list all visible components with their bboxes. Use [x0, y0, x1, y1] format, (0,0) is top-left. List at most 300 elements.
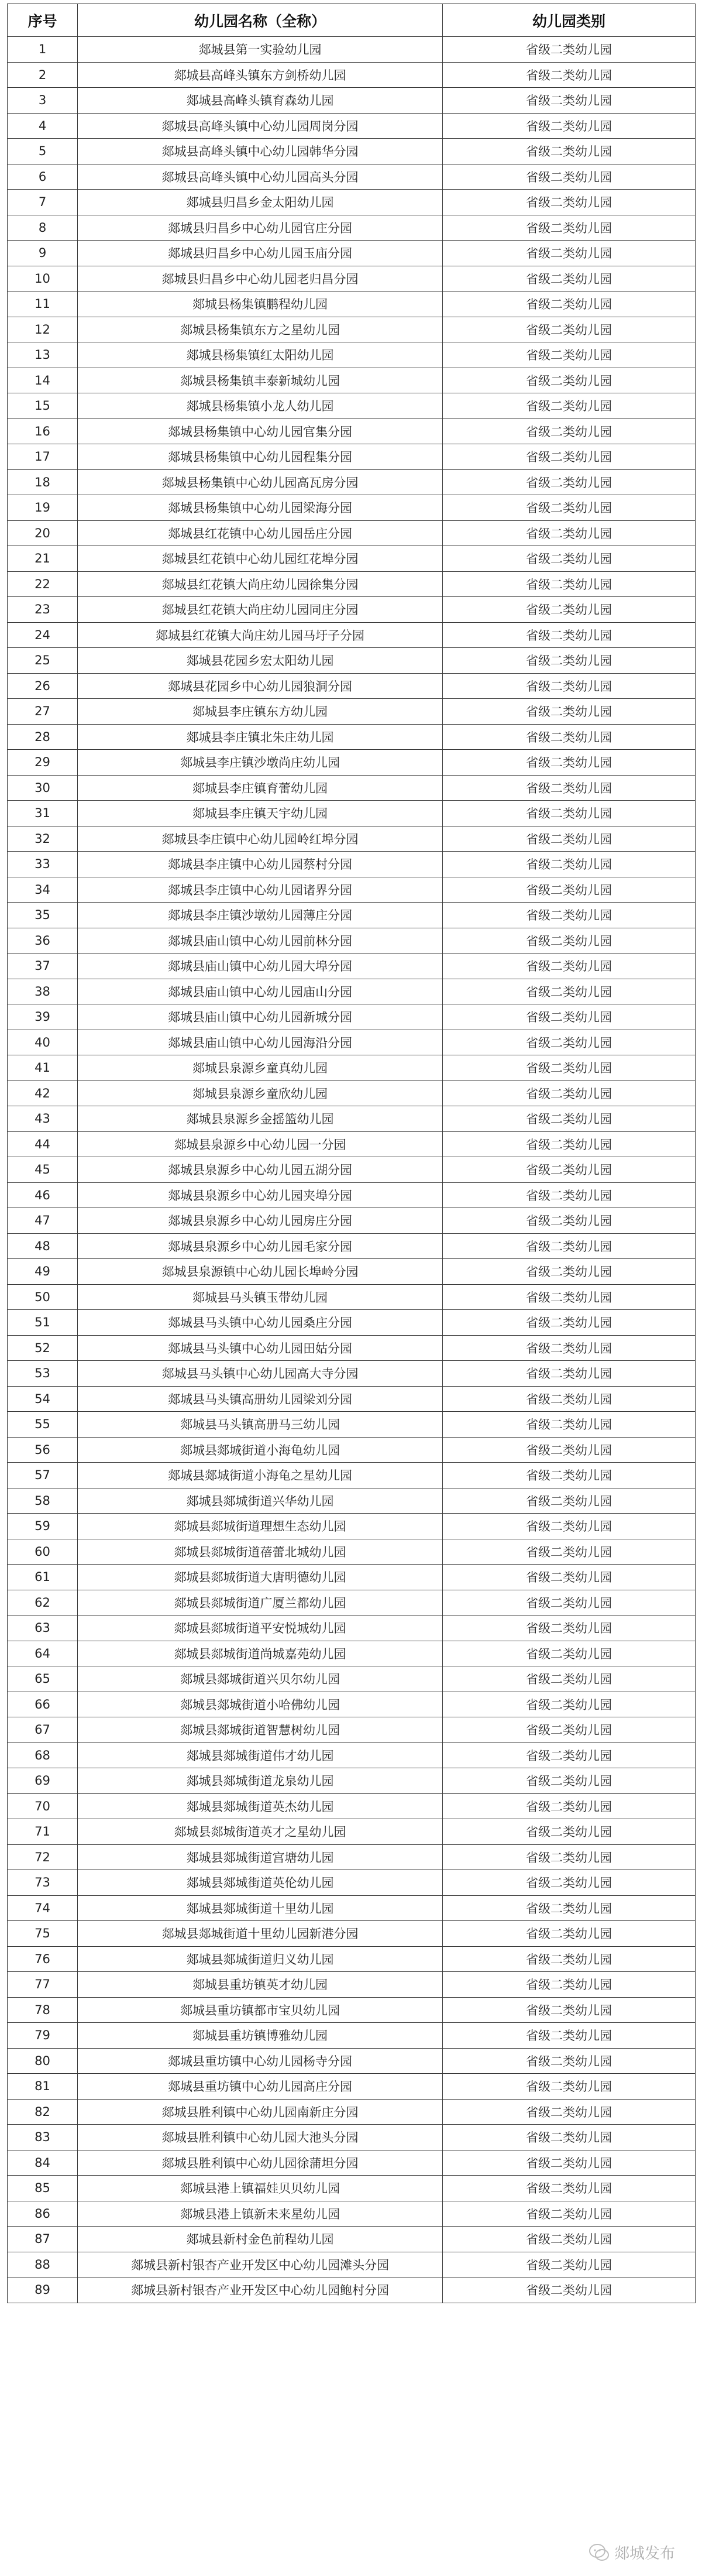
- table-row: [8, 520, 696, 546]
- table-row: [8, 88, 696, 114]
- cell-category: 省级二类幼儿园: [443, 1793, 696, 1819]
- cell-index: 60: [8, 1539, 78, 1565]
- table-row: [8, 622, 696, 648]
- cell-index: 24: [8, 622, 78, 648]
- cell-kindergarten-name: 郯城县郯城街道小海龟之星幼儿园: [78, 1463, 443, 1488]
- table-row: [8, 1743, 696, 1768]
- table-row: [8, 648, 696, 674]
- cell-index: 5: [8, 139, 78, 164]
- cell-category: 省级二类幼儿园: [443, 1844, 696, 1870]
- cell-index: 15: [8, 393, 78, 419]
- cell-kindergarten-name: 郯城县马头镇高册马三幼儿园: [78, 1412, 443, 1438]
- cell-kindergarten-name: 郯城县郯城街道宫塘幼儿园: [78, 1844, 443, 1870]
- cell-kindergarten-name: 郯城县归昌乡中心幼儿园老归昌分园: [78, 266, 443, 291]
- table-row: [8, 597, 696, 623]
- cell-index: 42: [8, 1081, 78, 1106]
- cell-kindergarten-name: 郯城县郯城街道英才之星幼儿园: [78, 1819, 443, 1845]
- cell-kindergarten-name: 郯城县胜利镇中心幼儿园南新庄分园: [78, 2099, 443, 2125]
- cell-kindergarten-name: 郯城县杨集镇中心幼儿园官集分园: [78, 419, 443, 444]
- table-row: [8, 2277, 696, 2303]
- cell-category: 省级二类幼儿园: [443, 1463, 696, 1488]
- table-row: [8, 801, 696, 826]
- cell-kindergarten-name: 郯城县重坊镇博雅幼儿园: [78, 2023, 443, 2049]
- cell-kindergarten-name: 郯城县归昌乡金太阳幼儿园: [78, 190, 443, 215]
- cell-category: 省级二类幼儿园: [443, 597, 696, 623]
- cell-index: 83: [8, 2125, 78, 2150]
- cell-index: 32: [8, 826, 78, 852]
- cell-kindergarten-name: 郯城县郯城街道蓓蕾北城幼儿园: [78, 1539, 443, 1565]
- cell-category: 省级二类幼儿园: [443, 546, 696, 572]
- cell-index: 56: [8, 1437, 78, 1463]
- table-row: [8, 2201, 696, 2227]
- cell-category: 省级二类幼儿园: [443, 673, 696, 699]
- cell-kindergarten-name: 郯城县杨集镇小龙人幼儿园: [78, 393, 443, 419]
- cell-index: 59: [8, 1514, 78, 1539]
- cell-category: 省级二类幼儿园: [443, 1208, 696, 1234]
- cell-category: 省级二类幼儿园: [443, 1106, 696, 1132]
- table-row: [8, 1921, 696, 1947]
- cell-category: 省级二类幼儿园: [443, 164, 696, 190]
- cell-kindergarten-name: 郯城县泉源乡童欣幼儿园: [78, 1081, 443, 1106]
- cell-kindergarten-name: 郯城县庙山镇中心幼儿园庙山分园: [78, 979, 443, 1004]
- cell-kindergarten-name: 郯城县李庄镇天宇幼儿园: [78, 801, 443, 826]
- table-row: [8, 139, 696, 164]
- table-row: [8, 495, 696, 521]
- wechat-bubble-icon: [589, 2542, 610, 2563]
- cell-index: 75: [8, 1921, 78, 1947]
- cell-index: 79: [8, 2023, 78, 2049]
- cell-kindergarten-name: 郯城县新村银杏产业开发区中心幼儿园鲍村分园: [78, 2277, 443, 2303]
- cell-index: 7: [8, 190, 78, 215]
- cell-category: 省级二类幼儿园: [443, 1666, 696, 1692]
- table-row: [8, 1819, 696, 1845]
- table-row: [8, 1615, 696, 1641]
- cell-index: 13: [8, 342, 78, 368]
- cell-kindergarten-name: 郯城县泉源乡童真幼儿园: [78, 1055, 443, 1081]
- cell-kindergarten-name: 郯城县泉源乡中心幼儿园夹埠分园: [78, 1182, 443, 1208]
- cell-index: 36: [8, 928, 78, 953]
- cell-category: 省级二类幼儿园: [443, 1539, 696, 1565]
- cell-kindergarten-name: 郯城县郯城街道兴贝尔幼儿园: [78, 1666, 443, 1692]
- cell-category: 省级二类幼儿园: [443, 1055, 696, 1081]
- cell-index: 31: [8, 801, 78, 826]
- cell-index: 19: [8, 495, 78, 521]
- table-row: [8, 2150, 696, 2176]
- cell-index: 48: [8, 1233, 78, 1259]
- table-row: [8, 852, 696, 877]
- cell-category: 省级二类幼儿园: [443, 1310, 696, 1336]
- cell-category: 省级二类幼儿园: [443, 368, 696, 393]
- table-row: [8, 1539, 696, 1565]
- cell-index: 8: [8, 215, 78, 241]
- cell-kindergarten-name: 郯城县重坊镇中心幼儿园杨寺分园: [78, 2048, 443, 2074]
- cell-kindergarten-name: 郯城县第一实验幼儿园: [78, 37, 443, 63]
- watermark: [589, 2541, 675, 2563]
- table-row: [8, 1590, 696, 1615]
- cell-index: 41: [8, 1055, 78, 1081]
- cell-index: 63: [8, 1615, 78, 1641]
- cell-kindergarten-name: 郯城县马头镇中心幼儿园田姑分园: [78, 1335, 443, 1361]
- table-row: [8, 1157, 696, 1183]
- cell-kindergarten-name: 郯城县郯城街道智慧树幼儿园: [78, 1717, 443, 1743]
- cell-category: 省级二类幼儿园: [443, 1743, 696, 1768]
- cell-kindergarten-name: 郯城县红花镇大尚庄幼儿园马圩子分园: [78, 622, 443, 648]
- cell-category: 省级二类幼儿园: [443, 1997, 696, 2023]
- table-row: [8, 2227, 696, 2252]
- cell-kindergarten-name: 郯城县庙山镇中心幼儿园大埠分园: [78, 953, 443, 979]
- table-row: [8, 724, 696, 750]
- cell-index: 2: [8, 62, 78, 88]
- cell-index: 16: [8, 419, 78, 444]
- cell-kindergarten-name: 郯城县李庄镇中心幼儿园岭红埠分园: [78, 826, 443, 852]
- table-row: [8, 1717, 696, 1743]
- table-row: [8, 750, 696, 776]
- cell-kindergarten-name: 郯城县胜利镇中心幼儿园徐蒲坦分园: [78, 2150, 443, 2176]
- cell-index: 81: [8, 2074, 78, 2100]
- cell-kindergarten-name: 郯城县李庄镇中心幼儿园诸界分园: [78, 877, 443, 903]
- cell-category: 省级二类幼儿园: [443, 622, 696, 648]
- cell-category: 省级二类幼儿园: [443, 1004, 696, 1030]
- cell-kindergarten-name: 郯城县李庄镇沙墩尚庄幼儿园: [78, 750, 443, 776]
- table-row: [8, 1666, 696, 1692]
- header-name: 幼儿园名称（全称）: [78, 4, 443, 37]
- cell-category: 省级二类幼儿园: [443, 241, 696, 266]
- cell-category: 省级二类幼儿园: [443, 1233, 696, 1259]
- table-row: [8, 1055, 696, 1081]
- table-row: [8, 291, 696, 317]
- cell-category: 省级二类幼儿园: [443, 2227, 696, 2252]
- table-row: [8, 393, 696, 419]
- table-row: [8, 1284, 696, 1310]
- cell-index: 89: [8, 2277, 78, 2303]
- cell-category: 省级二类幼儿园: [443, 520, 696, 546]
- cell-index: 51: [8, 1310, 78, 1336]
- table-row: [8, 1004, 696, 1030]
- table-row: [8, 775, 696, 801]
- cell-category: 省级二类幼儿园: [443, 1895, 696, 1921]
- cell-category: 省级二类幼儿园: [443, 266, 696, 291]
- cell-index: 74: [8, 1895, 78, 1921]
- cell-index: 78: [8, 1997, 78, 2023]
- cell-index: 17: [8, 444, 78, 470]
- table-row: [8, 1208, 696, 1234]
- table-row: [8, 1972, 696, 1998]
- cell-category: 省级二类幼儿园: [443, 2125, 696, 2150]
- cell-kindergarten-name: 郯城县新村金色前程幼儿园: [78, 2227, 443, 2252]
- table-row: [8, 673, 696, 699]
- cell-kindergarten-name: 郯城县红花镇中心幼儿园岳庄分园: [78, 520, 443, 546]
- table-row: [8, 266, 696, 291]
- cell-index: 43: [8, 1106, 78, 1132]
- cell-category: 省级二类幼儿园: [443, 1488, 696, 1514]
- cell-kindergarten-name: 郯城县港上镇福娃贝贝幼儿园: [78, 2176, 443, 2201]
- cell-index: 33: [8, 852, 78, 877]
- cell-category: 省级二类幼儿园: [443, 62, 696, 88]
- cell-index: 71: [8, 1819, 78, 1845]
- table-row: [8, 1463, 696, 1488]
- table-row: [8, 1437, 696, 1463]
- table-row: [8, 2176, 696, 2201]
- table-body: [8, 37, 696, 2303]
- cell-kindergarten-name: 郯城县重坊镇英才幼儿园: [78, 1972, 443, 1998]
- cell-category: 省级二类幼儿园: [443, 393, 696, 419]
- table-row: [8, 1997, 696, 2023]
- cell-kindergarten-name: 郯城县郯城街道十里幼儿园新港分园: [78, 1921, 443, 1947]
- cell-category: 省级二类幼儿园: [443, 1692, 696, 1717]
- table-row: [8, 62, 696, 88]
- cell-category: 省级二类幼儿园: [443, 1615, 696, 1641]
- cell-kindergarten-name: 郯城县庙山镇中心幼儿园前林分园: [78, 928, 443, 953]
- table-row: [8, 1844, 696, 1870]
- cell-index: 72: [8, 1844, 78, 1870]
- table-row: [8, 1361, 696, 1387]
- cell-index: 1: [8, 37, 78, 63]
- cell-category: 省级二类幼儿园: [443, 2201, 696, 2227]
- cell-kindergarten-name: 郯城县高峰头镇中心幼儿园周岗分园: [78, 113, 443, 139]
- cell-category: 省级二类幼儿园: [443, 1157, 696, 1183]
- cell-index: 18: [8, 469, 78, 495]
- cell-index: 21: [8, 546, 78, 572]
- cell-index: 58: [8, 1488, 78, 1514]
- cell-category: 省级二类幼儿园: [443, 1284, 696, 1310]
- cell-category: 省级二类幼儿园: [443, 444, 696, 470]
- table-row: [8, 2048, 696, 2074]
- table-row: [8, 164, 696, 190]
- cell-kindergarten-name: 郯城县杨集镇东方之星幼儿园: [78, 317, 443, 342]
- table-row: [8, 241, 696, 266]
- cell-index: 38: [8, 979, 78, 1004]
- table-row: [8, 1692, 696, 1717]
- table-row: [8, 1895, 696, 1921]
- cell-index: 28: [8, 724, 78, 750]
- table-row: [8, 113, 696, 139]
- cell-kindergarten-name: 郯城县郯城街道小哈佛幼儿园: [78, 1692, 443, 1717]
- cell-kindergarten-name: 郯城县泉源乡金摇篮幼儿园: [78, 1106, 443, 1132]
- cell-index: 61: [8, 1565, 78, 1590]
- cell-kindergarten-name: 郯城县杨集镇红太阳幼儿园: [78, 342, 443, 368]
- cell-kindergarten-name: 郯城县杨集镇中心幼儿园程集分园: [78, 444, 443, 470]
- cell-index: 55: [8, 1412, 78, 1438]
- cell-category: 省级二类幼儿园: [443, 37, 696, 63]
- cell-kindergarten-name: 郯城县红花镇大尚庄幼儿园徐集分园: [78, 571, 443, 597]
- cell-category: 省级二类幼儿园: [443, 648, 696, 674]
- cell-index: 40: [8, 1030, 78, 1055]
- cell-category: 省级二类幼儿园: [443, 342, 696, 368]
- cell-kindergarten-name: 郯城县马头镇中心幼儿园桑庄分园: [78, 1310, 443, 1336]
- cell-index: 50: [8, 1284, 78, 1310]
- table-row: [8, 979, 696, 1004]
- table-row: [8, 1131, 696, 1157]
- cell-category: 省级二类幼儿园: [443, 215, 696, 241]
- cell-kindergarten-name: 郯城县郯城街道大唐明德幼儿园: [78, 1565, 443, 1590]
- table-row: [8, 444, 696, 470]
- cell-index: 22: [8, 571, 78, 597]
- cell-category: 省级二类幼儿园: [443, 2048, 696, 2074]
- table-row: [8, 826, 696, 852]
- cell-category: 省级二类幼儿园: [443, 928, 696, 953]
- cell-category: 省级二类幼儿园: [443, 88, 696, 114]
- cell-index: 26: [8, 673, 78, 699]
- cell-category: 省级二类幼儿园: [443, 1437, 696, 1463]
- table-row: [8, 1870, 696, 1896]
- cell-index: 10: [8, 266, 78, 291]
- cell-index: 29: [8, 750, 78, 776]
- cell-kindergarten-name: 郯城县高峰头镇育森幼儿园: [78, 88, 443, 114]
- table-row: [8, 368, 696, 393]
- cell-index: 25: [8, 648, 78, 674]
- cell-kindergarten-name: 郯城县高峰头镇中心幼儿园高头分园: [78, 164, 443, 190]
- table-row: [8, 1946, 696, 1972]
- table-row: [8, 1233, 696, 1259]
- cell-kindergarten-name: 郯城县李庄镇东方幼儿园: [78, 699, 443, 725]
- cell-kindergarten-name: 郯城县郯城街道兴华幼儿园: [78, 1488, 443, 1514]
- cell-kindergarten-name: 郯城县马头镇玉带幼儿园: [78, 1284, 443, 1310]
- cell-index: 68: [8, 1743, 78, 1768]
- table-row: [8, 1641, 696, 1666]
- cell-index: 47: [8, 1208, 78, 1234]
- cell-index: 84: [8, 2150, 78, 2176]
- cell-index: 23: [8, 597, 78, 623]
- cell-category: 省级二类幼儿园: [443, 139, 696, 164]
- cell-index: 73: [8, 1870, 78, 1896]
- table-row: [8, 1793, 696, 1819]
- cell-category: 省级二类幼儿园: [443, 699, 696, 725]
- cell-category: 省级二类幼儿园: [443, 801, 696, 826]
- cell-index: 12: [8, 317, 78, 342]
- cell-kindergarten-name: 郯城县杨集镇中心幼儿园梁海分园: [78, 495, 443, 521]
- table-row: [8, 928, 696, 953]
- cell-kindergarten-name: 郯城县马头镇高册幼儿园梁刘分园: [78, 1386, 443, 1412]
- cell-index: 80: [8, 2048, 78, 2074]
- cell-index: 70: [8, 1793, 78, 1819]
- table-row: [8, 1106, 696, 1132]
- cell-kindergarten-name: 郯城县杨集镇丰泰新城幼儿园: [78, 368, 443, 393]
- header-row: [8, 4, 696, 37]
- header-category: 幼儿园类别: [443, 4, 696, 37]
- cell-index: 14: [8, 368, 78, 393]
- cell-kindergarten-name: 郯城县郯城街道十里幼儿园: [78, 1895, 443, 1921]
- cell-kindergarten-name: 郯城县郯城街道广厦兰都幼儿园: [78, 1590, 443, 1615]
- table-row: [8, 342, 696, 368]
- cell-kindergarten-name: 郯城县花园乡宏太阳幼儿园: [78, 648, 443, 674]
- cell-index: 87: [8, 2227, 78, 2252]
- cell-category: 省级二类幼儿园: [443, 1030, 696, 1055]
- cell-category: 省级二类幼儿园: [443, 1768, 696, 1794]
- cell-kindergarten-name: 郯城县郯城街道小海龟幼儿园: [78, 1437, 443, 1463]
- cell-kindergarten-name: 郯城县泉源镇中心幼儿园长埠岭分园: [78, 1259, 443, 1285]
- cell-category: 省级二类幼儿园: [443, 750, 696, 776]
- cell-category: 省级二类幼儿园: [443, 2099, 696, 2125]
- kindergarten-table: [7, 4, 696, 2303]
- table-row: [8, 2099, 696, 2125]
- cell-kindergarten-name: 郯城县郯城街道英伦幼儿园: [78, 1870, 443, 1896]
- cell-index: 62: [8, 1590, 78, 1615]
- cell-index: 6: [8, 164, 78, 190]
- cell-kindergarten-name: 郯城县李庄镇中心幼儿园蔡村分园: [78, 852, 443, 877]
- table-row: [8, 190, 696, 215]
- table-row: [8, 903, 696, 928]
- cell-category: 省级二类幼儿园: [443, 2176, 696, 2201]
- table-row: [8, 571, 696, 597]
- cell-category: 省级二类幼儿园: [443, 1870, 696, 1896]
- cell-category: 省级二类幼儿园: [443, 2023, 696, 2049]
- cell-category: 省级二类幼儿园: [443, 571, 696, 597]
- cell-category: 省级二类幼儿园: [443, 1946, 696, 1972]
- cell-category: 省级二类幼儿园: [443, 1361, 696, 1387]
- cell-category: 省级二类幼儿园: [443, 1259, 696, 1285]
- cell-kindergarten-name: 郯城县红花镇大尚庄幼儿园同庄分园: [78, 597, 443, 623]
- cell-kindergarten-name: 郯城县郯城街道归义幼儿园: [78, 1946, 443, 1972]
- cell-kindergarten-name: 郯城县归昌乡中心幼儿园官庄分园: [78, 215, 443, 241]
- cell-kindergarten-name: 郯城县郯城街道英杰幼儿园: [78, 1793, 443, 1819]
- cell-category: 省级二类幼儿园: [443, 419, 696, 444]
- cell-kindergarten-name: 郯城县郯城街道平安悦城幼儿园: [78, 1615, 443, 1641]
- cell-category: 省级二类幼儿园: [443, 2277, 696, 2303]
- cell-category: 省级二类幼儿园: [443, 877, 696, 903]
- watermark-text: 郯城发布: [614, 2545, 675, 2563]
- cell-kindergarten-name: 郯城县庙山镇中心幼儿园海沿分园: [78, 1030, 443, 1055]
- cell-kindergarten-name: 郯城县郯城街道尚城嘉苑幼儿园: [78, 1641, 443, 1666]
- cell-kindergarten-name: 郯城县杨集镇中心幼儿园高瓦房分园: [78, 469, 443, 495]
- table-row: [8, 546, 696, 572]
- header-index: 序号: [8, 4, 78, 37]
- cell-kindergarten-name: 郯城县泉源乡中心幼儿园五湖分园: [78, 1157, 443, 1183]
- cell-index: 85: [8, 2176, 78, 2201]
- cell-index: 76: [8, 1946, 78, 1972]
- cell-index: 4: [8, 113, 78, 139]
- cell-index: 9: [8, 241, 78, 266]
- cell-kindergarten-name: 郯城县高峰头镇中心幼儿园韩华分园: [78, 139, 443, 164]
- cell-kindergarten-name: 郯城县李庄镇沙墩幼儿园薄庄分园: [78, 903, 443, 928]
- cell-category: 省级二类幼儿园: [443, 113, 696, 139]
- cell-index: 69: [8, 1768, 78, 1794]
- cell-kindergarten-name: 郯城县庙山镇中心幼儿园新城分园: [78, 1004, 443, 1030]
- table-row: [8, 1488, 696, 1514]
- cell-category: 省级二类幼儿园: [443, 2252, 696, 2277]
- cell-kindergarten-name: 郯城县马头镇中心幼儿园高大寺分园: [78, 1361, 443, 1387]
- cell-kindergarten-name: 郯城县重坊镇都市宝贝幼儿园: [78, 1997, 443, 2023]
- cell-index: 27: [8, 699, 78, 725]
- cell-category: 省级二类幼儿园: [443, 1972, 696, 1998]
- table-row: [8, 1514, 696, 1539]
- cell-index: 3: [8, 88, 78, 114]
- table-row: [8, 2125, 696, 2150]
- cell-category: 省级二类幼儿园: [443, 1335, 696, 1361]
- table-row: [8, 469, 696, 495]
- cell-category: 省级二类幼儿园: [443, 2150, 696, 2176]
- cell-index: 88: [8, 2252, 78, 2277]
- cell-index: 67: [8, 1717, 78, 1743]
- cell-kindergarten-name: 郯城县泉源乡中心幼儿园毛家分园: [78, 1233, 443, 1259]
- table-row: [8, 419, 696, 444]
- table-row: [8, 1335, 696, 1361]
- table-row: [8, 699, 696, 725]
- cell-index: 86: [8, 2201, 78, 2227]
- cell-category: 省级二类幼儿园: [443, 1641, 696, 1666]
- cell-category: 省级二类幼儿园: [443, 979, 696, 1004]
- cell-kindergarten-name: 郯城县郯城街道伟才幼儿园: [78, 1743, 443, 1768]
- cell-index: 54: [8, 1386, 78, 1412]
- cell-index: 52: [8, 1335, 78, 1361]
- cell-kindergarten-name: 郯城县杨集镇鹏程幼儿园: [78, 291, 443, 317]
- table-row: [8, 2023, 696, 2049]
- table-row: [8, 877, 696, 903]
- cell-index: 82: [8, 2099, 78, 2125]
- cell-category: 省级二类幼儿园: [443, 1182, 696, 1208]
- cell-category: 省级二类幼儿园: [443, 724, 696, 750]
- cell-kindergarten-name: 郯城县郯城街道龙泉幼儿园: [78, 1768, 443, 1794]
- table-row: [8, 2252, 696, 2277]
